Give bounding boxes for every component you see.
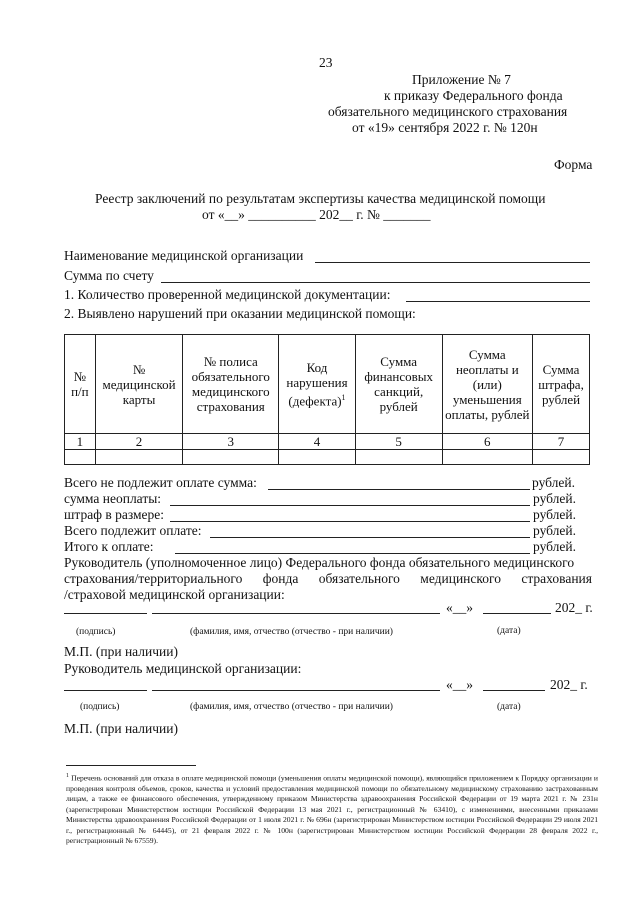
doc-count-line: [406, 301, 590, 302]
fund-head-text-2: [64, 571, 592, 587]
rub-1: рублей.: [532, 475, 576, 490]
fund-head-word: обязательного: [318, 571, 400, 586]
org-name-label: Наименование медицинской организации: [64, 248, 304, 263]
org-head-text: Руководитель медицинской организации:: [64, 661, 302, 676]
col-header-code: [279, 335, 356, 434]
table-cell[interactable]: [95, 450, 183, 465]
col-header-policy: № полиса обязательного медицинского страхования: [183, 335, 279, 434]
footnote-rule: [66, 765, 196, 766]
appendix-line-1: Приложение № 7: [412, 72, 511, 87]
register-title: Реестр заключений по результатам экспертизы качества медицинской помощи: [95, 191, 546, 206]
fund-fio-line[interactable]: [152, 613, 440, 614]
org-fio-caption: (фамилия, имя, отчество (отчество - при наличии): [190, 702, 393, 712]
col-header-sanctions: Сумма финансовых санкций, рублей: [355, 335, 442, 434]
rub-5: рублей.: [533, 539, 577, 554]
fund-head-text-1: Руководитель (уполномоченное лицо) Федерального фонда обязательного медицинского: [64, 555, 575, 570]
doc-count-label: 1. Количество проверенной медицинской документации:: [64, 287, 391, 302]
fund-year: 202_ г.: [555, 600, 593, 615]
payable-line: [210, 537, 530, 538]
fund-date-quote: «__»: [446, 600, 473, 615]
table-cell[interactable]: [279, 450, 356, 465]
appendix-line-3: обязательного медицинского страхования: [328, 104, 568, 119]
column-number-row: [65, 434, 590, 450]
footnote-ref: 1: [341, 392, 346, 402]
non-payment-label: сумма неоплаты:: [64, 491, 162, 506]
org-sig-caption: (подпись): [80, 702, 120, 712]
col-number: 3: [183, 434, 279, 450]
fund-head-word: медицинского: [420, 571, 501, 586]
stamp-place-1: М.П. (при наличии): [64, 644, 178, 659]
col-header-nonpayment: Сумма неоплаты и (или) уменьшения оплаты, рублей: [442, 335, 533, 434]
fund-date-line[interactable]: [483, 613, 551, 614]
fund-fio-caption: (фамилия, имя, отчество (отчество - при наличии): [190, 627, 393, 637]
table-cell[interactable]: [442, 450, 533, 465]
register-table: [64, 334, 590, 465]
violations-label: 2. Выявлено нарушений при оказании медицинской помощи:: [64, 306, 416, 321]
appendix-line-2: к приказу Федерального фонда: [384, 88, 563, 103]
table-cell[interactable]: [355, 450, 442, 465]
col-header-card: № медицинской карты: [95, 335, 183, 434]
fund-sig-caption: (подпись): [76, 627, 116, 637]
fund-head-word: страхования: [521, 571, 592, 586]
org-name-line: [315, 262, 590, 263]
col-number: 7: [533, 434, 590, 450]
col-header-fine: Сумма штрафа, рублей: [533, 335, 590, 434]
payable-label: Всего подлежит оплате:: [64, 523, 202, 538]
footnote-mark: 1: [66, 773, 69, 779]
stamp-place-2: М.П. (при наличии): [64, 721, 178, 736]
org-fio-line[interactable]: [152, 690, 440, 691]
appendix-line-4: от «19» сентября 2022 г. № 120н: [352, 120, 538, 135]
org-year: 202_ г.: [550, 677, 588, 692]
rub-4: рублей.: [533, 523, 577, 538]
footnote: [66, 771, 598, 846]
table-cell[interactable]: [183, 450, 279, 465]
register-title-date: от «__» __________ 202__ г. № _______: [202, 207, 431, 222]
table-cell[interactable]: [65, 450, 96, 465]
col-number: 6: [442, 434, 533, 450]
not-payable-label: Всего не подлежит оплате сумма:: [64, 475, 257, 490]
col-header-num: № п/п: [65, 335, 96, 434]
invoice-sum-line: [161, 282, 590, 283]
not-payable-line: [268, 489, 530, 490]
col-number: 4: [279, 434, 356, 450]
fund-head-word: фонда: [262, 571, 299, 586]
rub-2: рублей.: [533, 491, 577, 506]
table-cell[interactable]: [533, 450, 590, 465]
fine-line: [170, 521, 530, 522]
form-label: Форма: [554, 157, 593, 172]
page-number: 23: [319, 55, 333, 70]
col-number: 5: [355, 434, 442, 450]
fine-label: штраф в размере:: [64, 507, 164, 522]
fund-head-text-3: /страховой медицинской организации:: [64, 587, 285, 602]
non-payment-line: [170, 505, 530, 506]
rub-3: рублей.: [533, 507, 577, 522]
fund-head-word: страхования/территориального: [64, 571, 243, 586]
org-signature-line[interactable]: [64, 690, 147, 691]
table-row: [65, 450, 590, 465]
fund-signature-line[interactable]: [64, 613, 147, 614]
col-number: 1: [65, 434, 96, 450]
org-date-quote: «__»: [446, 677, 473, 692]
org-date-caption: (дата): [497, 702, 521, 712]
footnote-text: Перечень оснований для отказа в оплате медицинской помощи (уменьшения оплаты медицинской помощи), являющийся приложением к Порядку организации и проведения контроля объемов, сроков, качества и условий предоставления медицинской помощи по обязательному медицинскому страхованию застрахованным лицам, а также ее финансового обеспечения, утвержденному приказом Министерства здравоохранения Российской Федерации от 19 марта 2021 г. № 231н (зарегистрирован Министерством юстиции Российской Федерации 13 мая 2021 г., регистрационный № 63410), с изменениями, внесенными приказами Министерства здравоохранения Российской Федерации от 1 июля 2021 г. № 696н (зарегистрирован Министерством юстиции Российской Федерации 29 июля 2021 г., регистрационный № 64445), от 21 февраля 2022 г. № 100н (зарегистрирован Министерством юстиции Российской Федерации 28 февраля 2022 г., регистрационный № 67559).: [66, 773, 598, 845]
invoice-sum-label: Сумма по счету: [64, 268, 154, 283]
col-number: 2: [95, 434, 183, 450]
total-label: Итого к оплате:: [64, 539, 154, 554]
total-line: [175, 553, 530, 554]
org-date-line[interactable]: [483, 690, 545, 691]
code-header-text: Код нарушения (дефекта): [286, 359, 348, 409]
fund-date-caption: (дата): [497, 626, 521, 636]
